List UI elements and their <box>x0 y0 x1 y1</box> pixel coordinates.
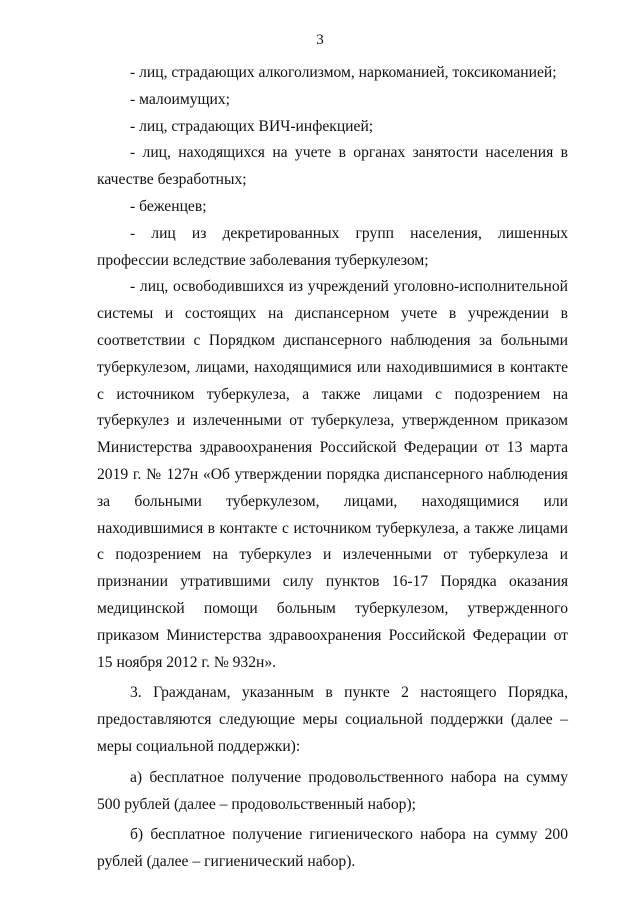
list-item-low-income: - малоимущих; <box>130 90 230 108</box>
clause-3: 3. Гражданам, указанным в пункте 2 настоящего Порядка, предоставляются следующие меры социальной поддержки (далее – меры социальной поддержки): <box>97 684 568 755</box>
document-body <box>97 60 568 876</box>
list-item-alcoholism: - лиц, страдающих алкоголизмом, наркоманией, токсикоманией; <box>130 64 557 81</box>
page-number: 3 <box>316 32 324 48</box>
list-item-unemployed: - лиц, находящихся на учете в органах занятости населения в качестве безработных; <box>97 144 568 189</box>
clause-3-b: б) бесплатное получение гигиенического набора на сумму 200 рублей (далее – гигиенический набор). <box>97 826 568 871</box>
list-item-hiv: - лиц, страдающих ВИЧ-инфекцией; <box>130 117 374 135</box>
list-item-decreed-groups: - лиц из декретированных групп населения, лишенных профессии вследствие заболевания туберкулезом; <box>97 224 568 269</box>
list-item-released-prisoners: - лиц, освободившихся из учреждений уголовно-исполнительной системы и состоящих на диспансерном учете в учреждении в соответствии с Порядком диспансерного наблюдения за больными туберкулезом, лицами, находящимися или находившимися в контакте с источником туберкулеза, а также лицами с подозрением на туберкулез и излеченными от туберкулеза, утвержденном приказом Министерства здравоохранения Российской Федерации от 13 марта 2019 г. № 127н «Об утверждении порядка диспансерного наблюдения за больными туберкулезом, лицами, находящимися или находившимися в контакте с источником туберкулеза, а также лицами с подозрением на туберкулез и излеченными от туберкулеза и признании утратившими силу пунктов 16-17 Порядка оказания медицинской помощи больным туберкулезом, утвержденного приказом Министерства здравоохранения Российской Федерации от 15 ноября 2012 г. № 932н». <box>97 278 568 671</box>
clause-3-a: а) бесплатное получение продовольственного набора на сумму 500 рублей (далее – продовольственный набор); <box>97 768 568 813</box>
list-item-refugees: - беженцев; <box>130 197 207 215</box>
